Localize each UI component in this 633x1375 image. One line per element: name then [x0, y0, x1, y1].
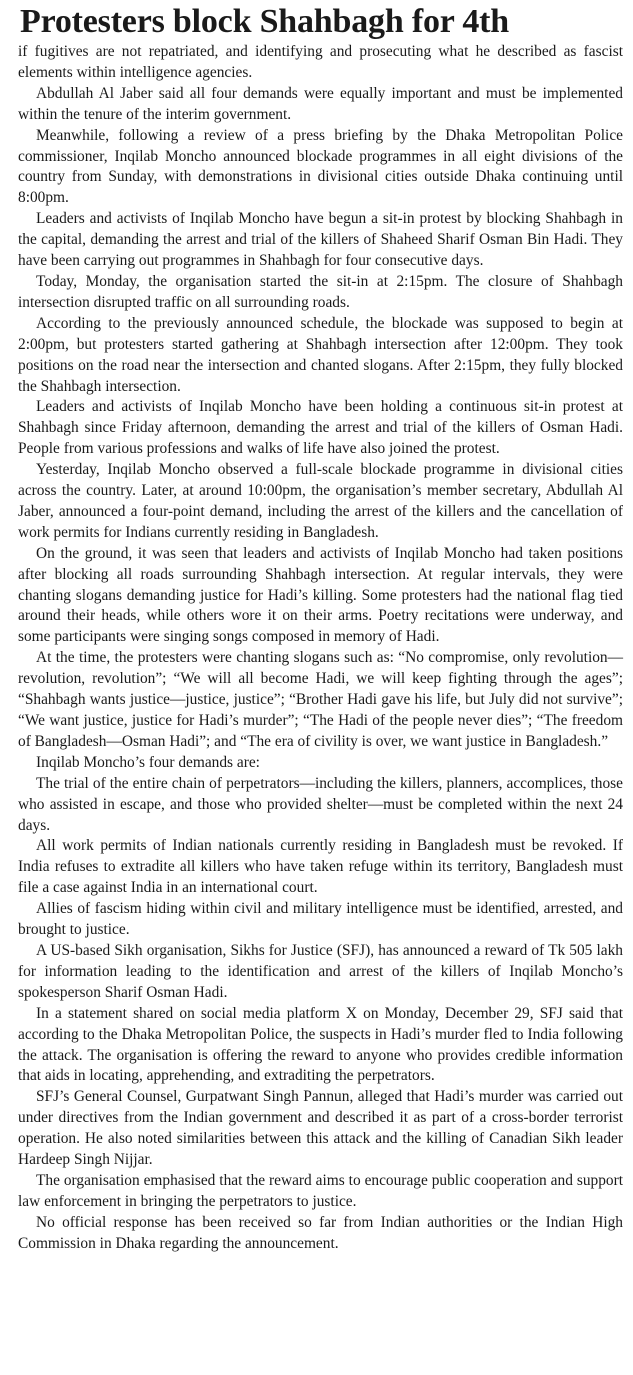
paragraph: Leaders and activists of Inqilab Moncho have been holding a continuous sit-in protest at Shahbagh since Friday afternoon, demanding the arrest and trial of the killers of Osman Hadi. People from various professions and walks of life have also joined the protest. [18, 398, 623, 458]
paragraph: Leaders and activists of Inqilab Moncho have begun a sit-in protest by blocking Shahbagh in the capital, demanding the arrest and trial of the killers of Shaheed Sharif Osman Bin Hadi. They have been carrying out programmes in Shahbagh for four consecutive days. [18, 210, 623, 270]
paragraph: All work permits of Indian nationals currently residing in Bangladesh must be revoked. If India refuses to extradite all killers who have taken refuge within its territory, Bangladesh must file a case against India in an international court. [18, 837, 623, 897]
paragraph: At the time, the protesters were chanting slogans such as: “No compromise, only revolution—revolution, revolution”; “We will all become Hadi, we will keep fighting through the ages”; “Shahbagh wants justice—justice, justice”; “Brother Hadi gave his life, but July did not survive”; “We want justice, justice for Hadi’s murder”; “The Hadi of the people never dies”; “The freedom of Bangladesh—Osman Hadi”; and “The era of civility is over, we want justice in Bangladesh.” [18, 649, 623, 750]
paragraph: SFJ’s General Counsel, Gurpatwant Singh Pannun, alleged that Hadi’s murder was carried out under directives from the Indian government and described it as part of a cross-border terrorist operation. He also noted similarities between this attack and the killing of Canadian Sikh leader Hardeep Singh Nijjar. [18, 1088, 623, 1169]
headline: Protesters block Shahbagh for 4th [20, 4, 509, 40]
paragraph: On the ground, it was seen that leaders and activists of Inqilab Moncho had taken positions after blocking all roads surrounding Shahbagh intersection. At regular intervals, they were chanting slogans demanding justice for Hadi’s killing. Some protesters had the national flag tied around their heads, while others wore it on their arms. Poetry recitations were underway, and some participants were singing songs composed in memory of Hadi. [18, 544, 623, 646]
paragraph: Abdullah Al Jaber said all four demands were equally important and must be implemented within the tenure of the interim government. [18, 84, 623, 123]
paragraph: The organisation emphasised that the reward aims to encourage public cooperation and support law enforcement in bringing the perpetrators to justice. [18, 1171, 623, 1210]
paragraph: A US-based Sikh organisation, Sikhs for Justice (SFJ), has announced a reward of Tk 505 lakh for information leading to the identification and arrest of the killers of Inqilab Moncho’s spokesperson Sharif Osman Hadi. [18, 941, 623, 1001]
paragraph: if fugitives are not repatriated, and identifying and prosecuting what he described as fascist elements within intelligence agencies. [18, 43, 623, 81]
paragraph: Meanwhile, following a review of a press briefing by the Dhaka Metropolitan Police commissioner, Inqilab Moncho announced blockade programmes in all eight divisions of the country from Sunday, with demonstrations in divisional cities outside Dhaka continuing until 8:00pm. [18, 126, 623, 207]
paragraph: In a statement shared on social media platform X on Monday, December 29, SFJ said that according to the Dhaka Metropolitan Police, the suspects in Hadi’s murder fled to India following the attack. The organisation is offering the reward to anyone who provides credible information that aids in locating, apprehending, and extraditing the perpetrators. [18, 1004, 623, 1085]
paragraph: The trial of the entire chain of perpetrators—including the killers, planners, accomplices, those who assisted in escape, and those who provided shelter—must be completed within the next 24 days. [18, 774, 623, 834]
paragraph: Allies of fascism hiding within civil and military intelligence must be identified, arrested, and brought to justice. [18, 900, 623, 939]
paragraph: According to the previously announced schedule, the blockade was supposed to begin at 2:00pm, but protesters started gathering at Shahbagh intersection after 12:00pm. They took positions on the road near the intersection and chanted slogans. After 2:15pm, they fully blocked the Shahbagh intersection. [18, 314, 623, 395]
paragraph: No official response has been received so far from Indian authorities or the Indian High Commission in Dhaka regarding the announcement. [18, 1213, 623, 1252]
article-body [18, 42, 623, 1255]
paragraph: Today, Monday, the organisation started the sit-in at 2:15pm. The closure of Shahbagh intersection disrupted traffic on all surrounding roads. [18, 272, 623, 311]
paragraph: Yesterday, Inqilab Moncho observed a full-scale blockade programme in divisional cities across the country. Later, at around 10:00pm, the organisation’s member secretary, Abdullah Al Jaber, announced a four-point demand, including the arrest of the killers and the cancellation of work permits for Indians currently residing in Bangladesh. [18, 461, 623, 541]
paragraph: Inqilab Moncho’s four demands are: [36, 753, 260, 771]
